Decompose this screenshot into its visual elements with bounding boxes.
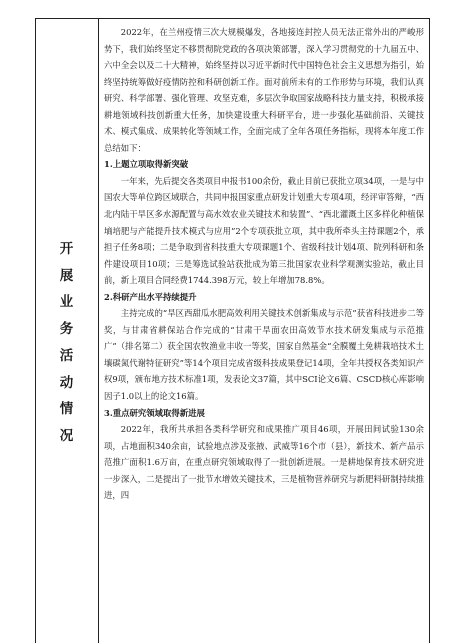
section-heading-projects: 1.上题立项取得新突破 — [104, 159, 189, 170]
section-heading-research: 3.重点研究领域取得新进展 — [104, 407, 205, 418]
intro-paragraph: 2022年，在兰州疫情三次大规模爆发，各地接连封控人员无法正常外出的严峻形势下，我们始终坚定不移贯彻院党政的各项决策部署，深入学习贯彻党的十九届五中、六中全会以及二十大精神，始终坚持以习近平新时代中国特色社会主义思想为指引，始终坚持统筹做好疫情防控和科研创新工作。面对前所未有的工作形势与环境，我们认真研究、科学部署、强化管理、攻坚克难，多层次争取国家战略科技力量支持，积极承接耕地领域科技创新重大任务，加快建设重大科研平台，进一步强化基础前沿、关键技术、模式集成、成果转化等领域工作，全面完成了全年各项任务指标，现将本年度工作总结如下： — [104, 27, 424, 153]
section-heading-output: 2.科研产出水平持续提升 — [104, 291, 197, 302]
section-body-output: 主持完成的“旱区西甜瓜水肥高效利用关键技术创新集成与示范”获省科技进步二等奖，与甘肃省耕保站合作完成的“甘肃干旱面农田高效节水技术研发集成与示范推广”（排名第二）获全国农牧渔业丰收一等奖，国家自然基金“全膜覆土免耕栽培技术土壤碳氮代谢特征研究”等14个项目完成省级科技成果登记14项，全年共授权各类知识产权9项，颁布地方技术标准1项，发表论文37篇，其中SCI论文6篇、CSCD核心库影响因子1.0以上的论文16篇。 — [104, 308, 424, 402]
row-label-char: 动 — [59, 374, 74, 391]
section-body-projects: 一年来，先后提交各类项目申报书100余份，截止目前已获批立项34项，一是与中国农大等单位跨区域联合，共同申报国家重点研发计划重大专项4项，经评审答辩，“西北内陆干旱区多水源配置与高水效农业关键技术和装置”、“西北灌溉土区多样化种植保墒培肥与产能提升技术模式与应用”2个专项获批立项，其中我所牵头主持课题2个，承担子任务8项；二是争取到省科技重大专项课题1个、省级科技计划4项、院列科研和条件建设项目10项；三是筹选试验站获批成为第三批国家农业科学观测实验站，截止目前，新上项目合同经费1744.398万元，较上年增加78.8%。 — [104, 175, 424, 286]
report-body — [104, 24, 424, 504]
section-body-research: 2022年，我所共承担各类科学研究和成果推广项目46项，开展田间试验130余项，占地面积340余亩，试验地点涉及张掖、武威等16个市（县），新技术、新产品示范推广面积1.6万亩，在重点研究领域取得了一批创新进展。一是耕地保育技术研究进一步深入，二是提出了一批节水增效关键技术，三是植物营养研究与新肥料研制持续推进，四 — [104, 424, 424, 501]
row-label-char: 况 — [59, 427, 74, 444]
row-label-work-activities — [35, 236, 98, 450]
row-label-char: 业 — [59, 294, 74, 311]
row-label-char: 展 — [59, 267, 74, 284]
row-label-char: 开 — [59, 241, 74, 257]
row-label-char: 情 — [59, 401, 74, 418]
row-label-char: 活 — [59, 347, 74, 364]
row-label-char: 务 — [59, 321, 74, 338]
column-divider — [98, 18, 99, 643]
